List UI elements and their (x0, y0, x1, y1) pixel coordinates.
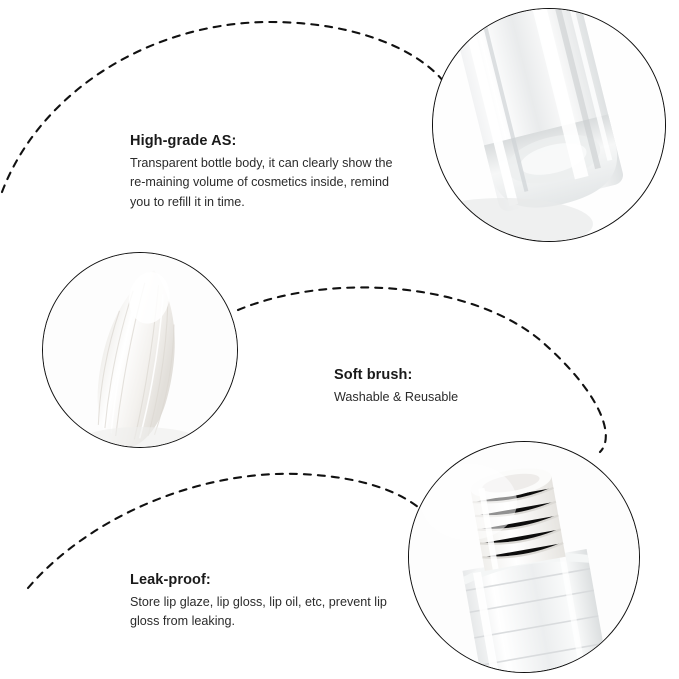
callout-body: Washable & Reusable (334, 389, 459, 404)
callout-high-grade-as (130, 132, 400, 212)
neck-illustration (409, 442, 639, 672)
soft-brush-applicator-photo (42, 252, 238, 448)
callout-soft-brush (334, 366, 564, 407)
callout-body: Transparent bottle body, it can clearly show the re-maining volume of cosmetics inside, remind you to refill it in time. (130, 155, 393, 209)
brush-illustration (43, 253, 237, 447)
callout-leak-proof (130, 571, 395, 632)
transparent-bottle-body-photo (432, 8, 666, 242)
bottle-body-illustration (433, 9, 665, 241)
callout-title: Leak-proof: (130, 572, 211, 588)
leak-proof-neck-photo (408, 441, 640, 673)
callout-title: High-grade AS: (130, 133, 237, 149)
callout-title: Soft brush: (334, 367, 413, 383)
callout-body: Store lip glaze, lip gloss, lip oil, etc, prevent lip gloss from leaking. (130, 594, 387, 629)
